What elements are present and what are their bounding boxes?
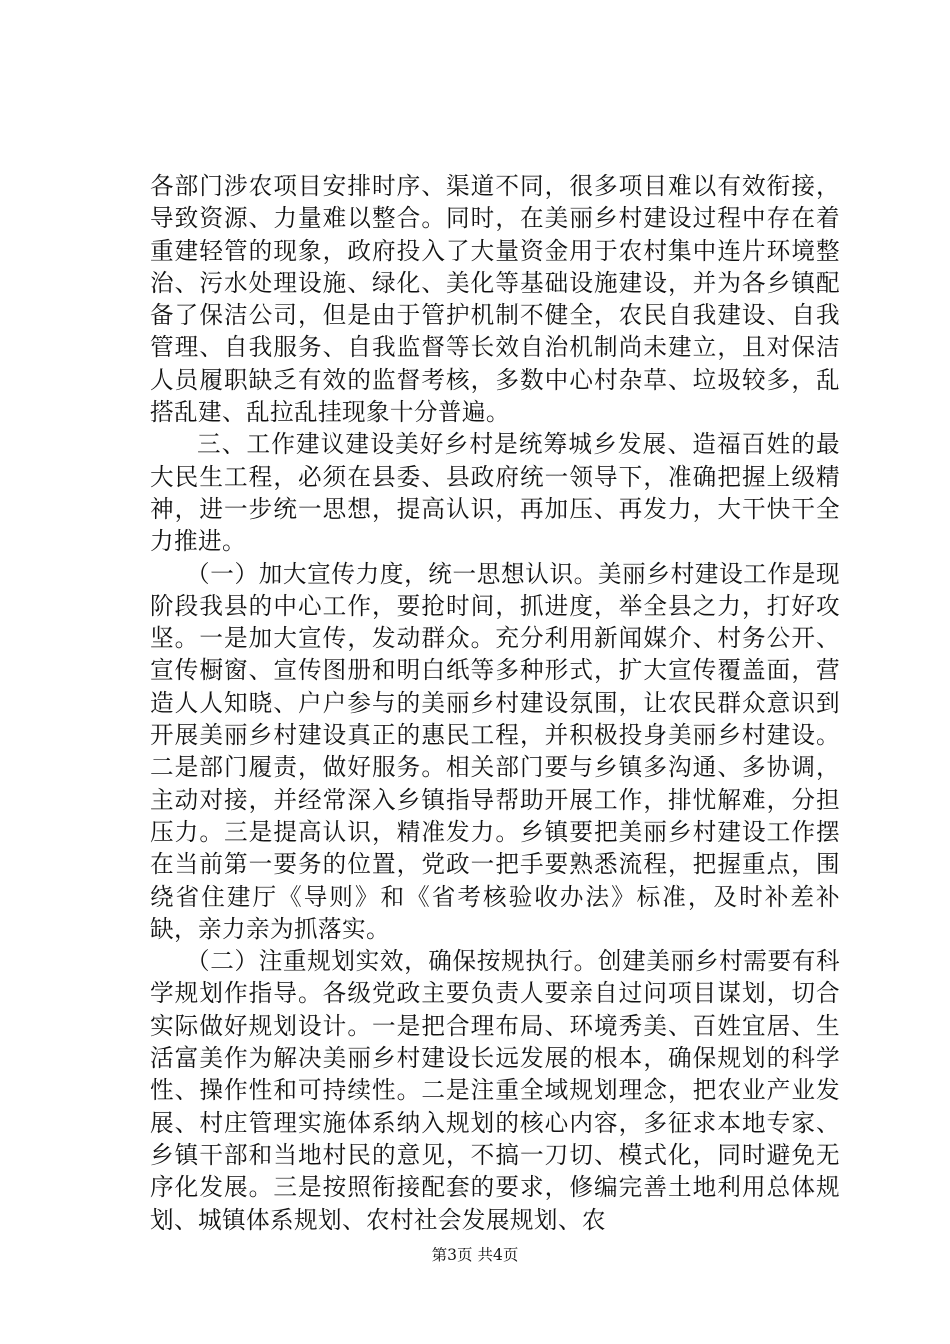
paragraph-item-one: （一）加大宣传力度，统一思想认识。美丽乡村建设工作是现阶段我县的中心工作，要抢时间，抓进度，举全县之力，打好攻坚。一是加大宣传，发动群众。充分利用新闻媒介、村务公开、宣传橱窗、宣传图册和明白纸等多种形式，扩大宣传覆盖面，营造人人知晓、户户参与的美丽乡村建设氛围，让农民群众意识到开展美丽乡村建设真正的惠民工程，并积极投身美丽乡村建设。二是部门履责，做好服务。相关部门要与乡镇多沟通、多协调，主动对接，并经常深入乡镇指导帮助开展工作，排忧解难，分担压力。三是提高认识，精准发力。乡镇要把美丽乡村建设工作摆在当前第一要务的位置，党政一把手要熟悉流程，把握重点，围绕省住建厅《导则》和《省考核验收办法》标准，及时补差补缺，亲力亲为抓落实。 [150,559,840,943]
page-number-footer: 第3页 共4页 [431,1246,519,1264]
document-body [150,170,840,1236]
paragraph-item-two: （二）注重规划实效，确保按规执行。创建美丽乡村需要有科学规划作指导。各级党政主要负责人要亲自过问项目谋划，切合实际做好规划设计。一是把合理布局、环境秀美、百姓宜居、生活富美作为解决美丽乡村建设长远发展的根本，确保规划的科学性、操作性和可持续性。二是注重全域规划理念，把农业产业发展、村庄管理实施体系纳入规划的核心内容，多征求本地专家、乡镇干部和当地村民的意见，不搞一刀切、模式化，同时避免无序化发展。三是按照衔接配套的要求，修编完善土地利用总体规划、城镇体系规划、农村社会发展规划、农 [150,947,840,1234]
paragraph-section-three: 三、工作建议建设美好乡村是统筹城乡发展、造福百姓的最大民生工程，必须在县委、县政府统一领导下，准确把握上级精神，进一步统一思想，提高认识，再加压、再发力，大干快干全力推进。 [150,430,840,556]
paragraph-continuation: 各部门涉农项目安排时序、渠道不同，很多项目难以有效衔接，导致资源、力量难以整合。同时，在美丽乡村建设过程中存在着重建轻管的现象，政府投入了大量资金用于农村集中连片环境整治、污水处理设施、绿化、美化等基础设施建设，并为各乡镇配备了保洁公司，但是由于管护机制不健全，农民自我建设、自我管理、自我服务、自我监督等长效自治机制尚未建立，且对保洁人员履职缺乏有效的监督考核，多数中心村杂草、垃圾较多，乱搭乱建、乱拉乱挂现象十分普遍。 [150,172,840,427]
